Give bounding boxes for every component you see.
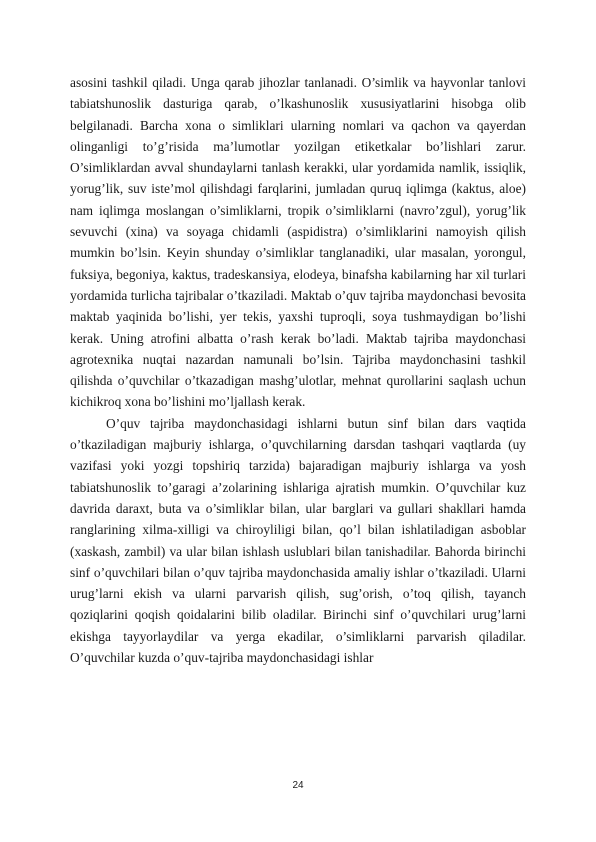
paragraph-field-work: O’quv tajriba maydonchasidagi ishlarni butun sinf bilan dars vaqtida o’tkaziladigan majburiy ishlarga, o’quvchilarning darsdan tashqari vaqtlarda (uy vazifasi yoki yozgi topshiriq tarzida) bajaradigan majburiy ishlarga va yosh tabiatshunoslik to’garagi a’zolarining ishlariga ajratish mumkin. O’quvchilar kuz davrida daraxt, buta va o’simliklar bilan, ular barglari va gullari shakllari hamda ranglarining xilma-xilligi va chiroyliligi bilan, qo’l bilan ishlatiladigan asboblar (xaskash, zambil) va ular bilan ishlash uslublari bilan tanishadilar. Bahorda birinchi sinf o’quvchilari bilan o’quv tajriba maydonchasida amaliy ishlar o’tkaziladi. Ularni urug’larni ekish va ularni parvarish qilish, sug’orish, o’toq qilish, tayanch qoziqlarini qoqish qoidalarini bilib oladilar. Birinchi sinf o’quvchilari urug’larni ekishga tayyorlaydilar va yerga ekadilar, o’simliklarni parvarish qiladilar. O’quvchilar kuzda o’quv-tajriba maydonchasidagi ishlar bbox=[70, 415, 526, 666]
body-text bbox=[70, 72, 526, 668]
page-number: 24 bbox=[292, 780, 304, 791]
paragraph-continued: asosini tashkil qiladi. Unga qarab jihozlar tanlanadi. O’simlik va hayvonlar tanlovi tabiatshunoslik dasturiga qarab, o’lkashunoslik xususiyatlarini hisobga olib belgilanadi. Barcha xona o simliklari ularning nomlari va qachon va qayerdan olinganligi to’g’risida ma’lumotlar yozilgan etiketkalar bo’lishlari zarur. O’simliklardan avval shundaylarni tanlash kerakki, ular yordamida namlik, issiqlik, yorug’lik, suv iste’mol qilishdagi farqlarini, jumladan quruq iqlimga (kaktus, aloe) nam iqlimga moslangan o’simliklarni, tropik o’simliklarni (navro’zgul), yorug’lik sevuvchi (xina) va soyaga chidamli (aspidistra) o’simliklarini namoyish qilish mumkin bo’lsin. Keyin shunday o’simliklar tanglanadiki, ular masalan, yorongul, fuksiya, begoniya, kaktus, tradeskansiya, elodeya, binafsha kabilarning har xil turlari yordamida turlicha tajribalar o’tkaziladi. Maktab o’quv tajriba maydonchasi bevosita maktab yaqinida bo’lishi, yer tekis, yaxshi tuproqli, soya tushmaydigan bo’lishi kerak. Uning atrofini albatta o’rash kerak bo’ladi. Maktab tajriba maydonchasi agrotexnika nuqtai nazardan namunali bo’lsin. Tajriba maydonchasini tashkil qilishda o’quvchilar o’tkazadigan mashg’ulotlar, mehnat qurollarini saqlash uchun kichikroq xona bo’lishini mo’ljallash kerak. bbox=[70, 75, 526, 410]
